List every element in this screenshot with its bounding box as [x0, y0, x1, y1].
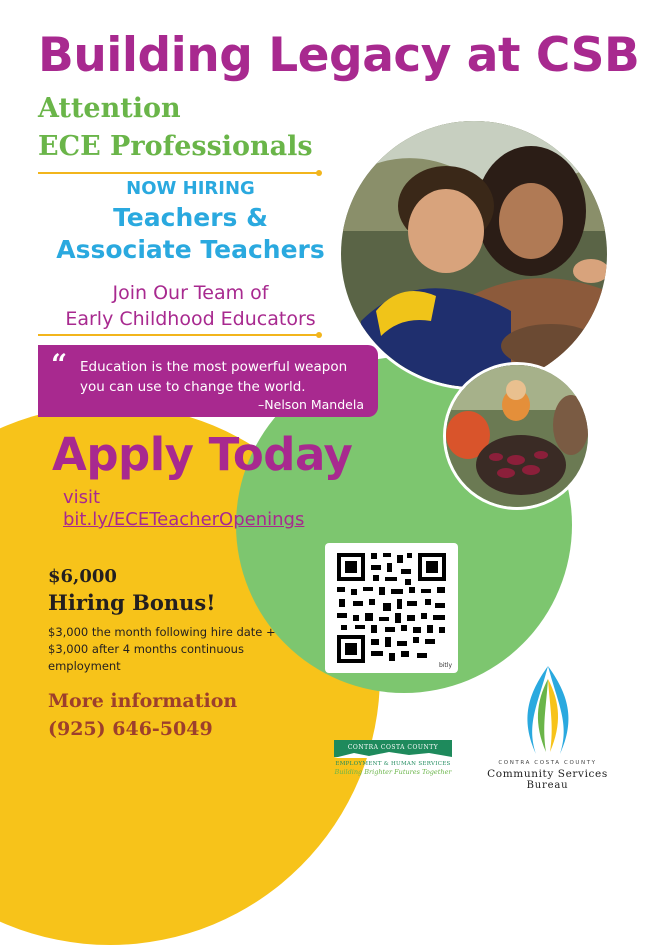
page-title: Building Legacy at CSB	[38, 28, 640, 83]
attention-line-1: Attention	[38, 93, 181, 124]
join-line-1: Join Our Team of	[112, 282, 269, 304]
qr-code[interactable]	[325, 543, 458, 673]
ehs-logo	[334, 740, 452, 776]
quote-text: Education is the most powerful weapon you can use to change the world.	[80, 359, 348, 395]
ehs-county-label: CONTRA COSTA COUNTY	[334, 740, 452, 757]
csb-county-label: CONTRA COSTA COUNTY	[498, 760, 597, 766]
bonus-amount: $6,000	[48, 566, 117, 587]
positions-line-2: Associate Teachers	[56, 235, 325, 264]
ehs-department-label: EMPLOYMENT & HUMAN SERVICES	[335, 761, 451, 767]
now-hiring-label: NOW HIRING	[126, 178, 255, 199]
bonus-description: $3,000 the month following hire date + $3,000 after 4 months continuous employment	[48, 625, 276, 673]
children-gardening-photo	[443, 362, 591, 510]
divider-rule	[38, 172, 318, 174]
positions-heading	[28, 202, 353, 266]
quote-box	[38, 345, 378, 417]
csb-name-line-2: Bureau	[526, 780, 569, 791]
positions-line-1: Teachers &	[113, 203, 268, 232]
quote-author: –Nelson Mandela	[258, 397, 364, 412]
divider-rule	[38, 334, 318, 336]
join-text	[28, 280, 353, 332]
phone-number[interactable]: (925) 646-5049	[48, 718, 213, 740]
attention-line-2: ECE Professionals	[38, 131, 313, 162]
teacher-child-photo	[338, 118, 610, 390]
join-line-2: Early Childhood Educators	[65, 308, 316, 330]
csb-name-line-1: Community Services	[487, 768, 608, 780]
ehs-tagline: Building Brighter Futures Together	[334, 768, 452, 776]
attention-heading	[38, 90, 313, 166]
qr-brand-label: bitly	[438, 662, 452, 669]
more-info-label: More information	[48, 690, 238, 712]
csb-name	[465, 760, 630, 791]
bonus-title: Hiring Bonus!	[48, 590, 216, 615]
apply-heading: Apply Today	[52, 428, 353, 481]
application-link[interactable]: bit.ly/ECETeacherOpenings	[63, 509, 305, 530]
csb-flame-icon	[518, 664, 578, 759]
visit-label: visit	[63, 487, 101, 508]
quote-icon: “	[51, 348, 68, 381]
